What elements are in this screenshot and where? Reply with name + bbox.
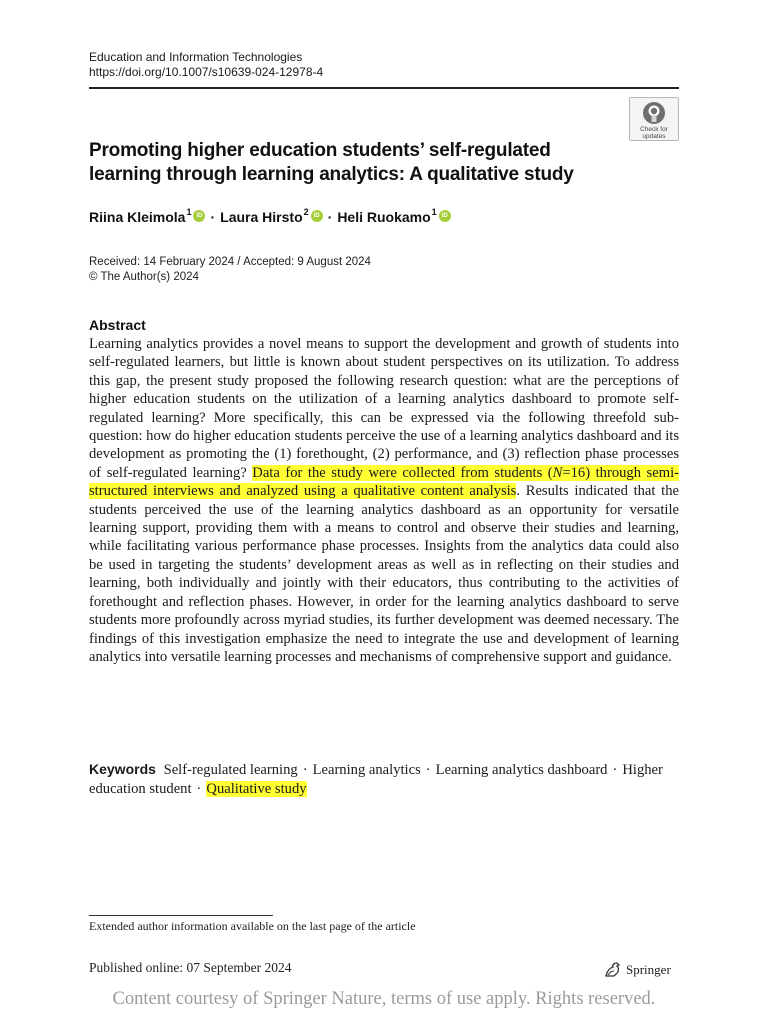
copyright: © The Author(s) 2024	[89, 271, 199, 283]
footnote: Extended author information available on the last page of the article	[89, 919, 416, 933]
orcid-icon[interactable]: iD	[311, 210, 323, 222]
crossmark-icon	[642, 101, 666, 125]
published-date: Published online: 07 September 2024	[89, 960, 292, 975]
keyword-item: Self-regulated learning	[163, 762, 298, 778]
author-3[interactable]	[337, 208, 450, 226]
springer-logo	[604, 961, 671, 979]
orcid-icon[interactable]: iD	[439, 210, 451, 222]
received-accepted: Received: 14 February 2024 / Accepted: 9 August 2024	[89, 256, 371, 268]
keyword-item: Learning analytics	[312, 762, 421, 778]
badge-line-2: updates	[642, 133, 666, 140]
keyword-item: Higher education student	[89, 762, 663, 797]
title-line-1: Promoting higher education students’ self-regulated	[89, 140, 551, 161]
author-2[interactable]	[220, 208, 322, 226]
keyword-item-highlighted: Qualitative study	[206, 780, 307, 797]
check-for-updates-badge[interactable]	[629, 97, 679, 141]
courtesy-notice: Content courtesy of Springer Nature, terms of use apply. Rights reserved.	[112, 989, 656, 1009]
keyword-item: Learning analytics dashboard	[435, 762, 608, 778]
keyword-separator: ·	[425, 762, 431, 778]
header-rule	[89, 87, 679, 89]
title-line-2: learning through learning analytics: A qualitative study	[89, 164, 574, 185]
abstract-part-1: Learning analytics provides a novel means to support the development and growth of students into self-regulated learners, but little is known about student perspectives on its utilization. To address this gap, the present study proposed the following research question: what are the perceptions of higher education students on the utilization of a learning analytics dashboard to promote self-regulated learning? More specifically, this can be expressed via the following threefold sub-question: how do higher education students perceive the use of a learning analytics dashboard and its development as promoting the (1) forethought, (2) performance, and (3) reflection phase processes of self-regulated learning?	[89, 336, 679, 481]
journal-name: Education and Information Technologies	[89, 50, 303, 64]
abstract-heading: Abstract	[89, 317, 146, 333]
keywords-label: Keywords	[89, 761, 156, 777]
keyword-separator: ·	[612, 762, 618, 778]
author-separator: ·	[210, 209, 216, 225]
author-list	[89, 208, 679, 226]
affiliation-mark: 2	[303, 207, 309, 217]
article-dates	[89, 255, 679, 285]
author-name: Heli Ruokamo	[337, 209, 431, 225]
orcid-icon[interactable]: iD	[193, 210, 205, 222]
article-title	[89, 139, 609, 187]
keyword-separator: ·	[302, 762, 308, 778]
keyword-separator: ·	[196, 780, 202, 797]
keywords	[89, 760, 679, 798]
journal-header	[89, 50, 679, 80]
affiliation-mark: 1	[431, 207, 437, 217]
abstract-part-2: . Results indicated that the students perceived the use of the learning analytics dashboard as an opportunity for versatile learning support, providing them with a means to control and observe their studies and learning, while facilitating various performance phase processes. Insights from the analytics data could also be used in targeting the students’ development areas as well as in reflecting on their studies and learning, both individually and jointly with their educators, thus contributing to the activities of forethought and reflection phases. However, in order for the learning analytics dashboard to serve students more profoundly across myriad studies, its further development was deemed necessary. The findings of this investigation emphasize the need to integrate the use and development of learning analytics into versatile learning processes and mechanisms of comprehensive support and guidance.	[89, 483, 679, 665]
author-name: Riina Kleimola	[89, 209, 186, 225]
abstract-text	[89, 335, 679, 666]
doi-link[interactable]: https://doi.org/10.1007/s10639-024-12978-4	[89, 65, 324, 79]
author-1[interactable]	[89, 208, 205, 226]
publisher-name: Springer	[626, 962, 671, 977]
author-name: Laura Hirsto	[220, 209, 303, 225]
affiliation-mark: 1	[186, 207, 192, 217]
author-separator: ·	[327, 209, 333, 225]
badge-line-1: Check for	[640, 126, 668, 133]
footnote-rule	[89, 915, 273, 916]
springer-horse-icon	[604, 962, 622, 978]
highlighted-text: Data for the study were collected from students (N=16) through semi-structured interviews and analyzed using a qualitative content analysis	[89, 464, 679, 500]
